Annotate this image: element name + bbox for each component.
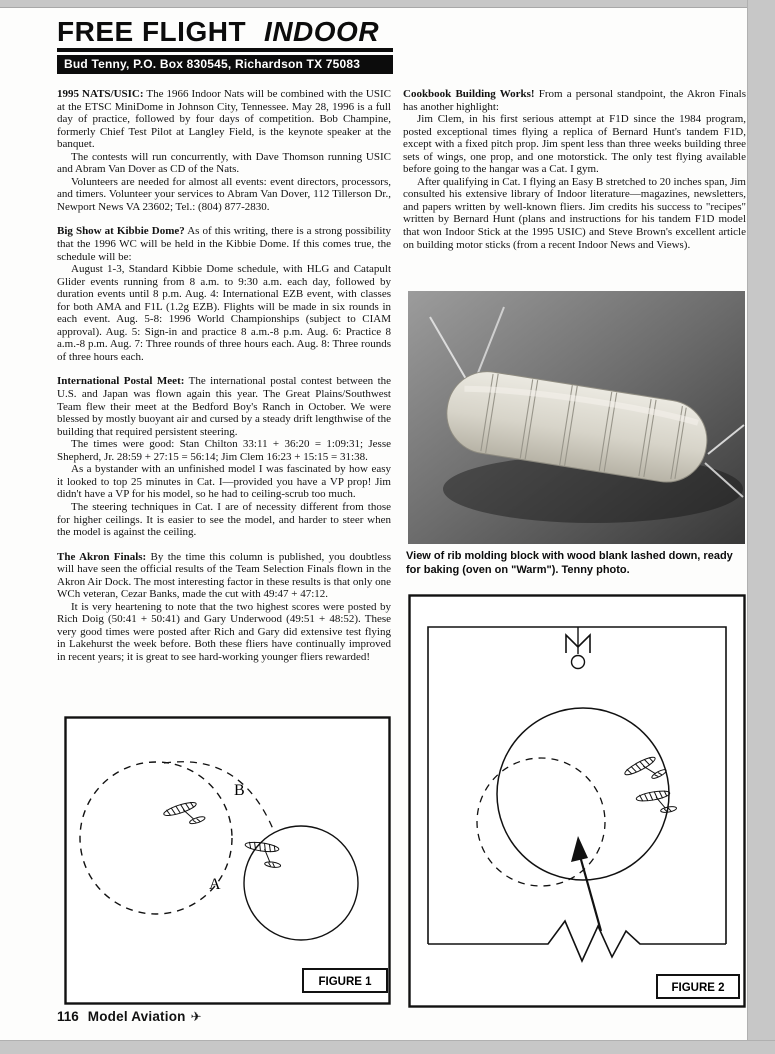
right-column	[403, 88, 746, 290]
author-byline-bar	[57, 55, 393, 74]
section-heading: Cookbook Building Works!	[403, 88, 535, 100]
section-heading: The Akron Finals:	[57, 550, 147, 563]
section-intro: As of this writing, there is a strong possibility that the 1996 WC will be held in the Kibbie Dome. If this comes true, the schedule will be:	[57, 225, 391, 263]
article-section-nats	[57, 88, 391, 213]
magazine-name: Model Aviation	[87, 1009, 186, 1024]
airplane-icon: ✈	[190, 1009, 202, 1024]
left-column	[57, 88, 391, 716]
page-title	[57, 17, 393, 47]
article-section-akron-finals	[57, 551, 391, 664]
column-title-accent: INDOOR	[264, 16, 380, 47]
article-section-kibbie-dome	[57, 225, 391, 363]
author-byline: Bud Tenny, P.O. Box 830545, Richardson TX 75083	[64, 57, 361, 71]
paragraph: Volunteers are needed for almost all events: event directors, processors, and timers. Volunteer your services to Abram Van Dover, 112 Tillerson Dr., Newport News VA 23602; Tel.: (804) 877-2830.	[57, 175, 391, 213]
column-masthead	[57, 17, 393, 74]
paragraph	[57, 225, 391, 263]
page-footer	[57, 1009, 202, 1025]
paragraph: The times were good: Stan Chilton 33:11 + 36:20 = 1:09:31; Jesse Shepherd, Jr. 28:59 + 27:15 = 56:14; Jim Clem 16:23 + 15:15 = 31:38.	[57, 438, 391, 463]
section-heading: 1995 NATS/USIC:	[57, 88, 144, 100]
figure-border	[410, 596, 745, 1007]
photo-caption: View of rib molding block with wood blank lashed down, ready for baking (oven on "Warm"). Tenny photo.	[406, 550, 733, 576]
section-intro: The 1966 Indoor Nats will be combined with the USIC at the ETSC MiniDome in Johnson City, Tennessee. May 28, 1996 is a full day of practice, followed by four days of competition. Bob Champine, formerly Chief Test Pilot at Langley Field, is the keynote speaker at the banquet.	[57, 88, 391, 151]
section-intro: The international postal contest between the U.S. and Japan was flown again this year. The Great Plains/Southwest Team flew their meet at the Bedford Boy's Ranch in October. We were blessed by mostly buoyant air and cursed by a steady drift lengthwise of the building that required persistent steering.	[57, 375, 391, 438]
scan-edge-right	[747, 0, 775, 1054]
column-title: FREE FLIGHT	[57, 16, 247, 47]
paragraph: It is very heartening to note that the two highest scores were posted by Rich Doig (50:41 + 50:41) and Gary Underwood (49:51 + 48:52). These very good times were posted after Rich and Gary did extensive test flying in Lakehurst the week before. Both these fliers have continually improved in recent years; it is great to see hard-working younger fliers rewarded!	[57, 600, 391, 663]
paragraph: As a bystander with an unfinished model I was fascinated by how easy it looked to top 25 minutes in Cat. I—provided you have a VP prop! Jim didn't have a VP for his model, so he had to ceiling-scrub too much.	[57, 463, 391, 501]
section-heading: International Postal Meet:	[57, 375, 185, 388]
article-section-postal-meet	[57, 375, 391, 538]
article-section-cookbook	[403, 88, 746, 251]
page-number: 116	[57, 1009, 79, 1024]
section-heading: Big Show at Kibbie Dome?	[57, 225, 185, 238]
paragraph: Jim Clem, in his first serious attempt at F1D since the 1984 program, posted exceptional times flying a replica of Bernard Hunt's tandem F1D, except with a fixed pitch prop. Jim spent less than three weeks building three sets of wings, one prop, and one motorstick. The only test flying available before going to the hangar was a Cat. I gym.	[403, 113, 746, 176]
figure-1-diagram	[64, 716, 391, 1005]
figure-border	[66, 718, 390, 1004]
figure-label: FIGURE 1	[318, 976, 372, 988]
figure-2-diagram	[408, 594, 746, 1008]
paragraph: August 1-3, Standard Kibbie Dome schedule, with HLG and Catapult Glider events running from 8 a.m. to 9:30 a.m. each day, followed by duration events until 8 p.m. Aug. 4: International EZB event, with classes for both AMA and F1L (1.2g EZB). Flights will be made in six rounds in each event. Aug. 5-8: 1996 World Championships (subject to CIAM approval). Aug. 5: Sign-in and practice 8 a.m.-8 p.m. Aug. 6: Practice 8 a.m.-8 p.m. Aug. 7: Three rounds of three hours each. Aug. 8: Three rounds of three hours each.	[57, 263, 391, 363]
paragraph	[57, 88, 391, 151]
figure-label: FIGURE 2	[671, 982, 725, 994]
paragraph	[57, 551, 391, 601]
photo-rib-molding-block	[408, 291, 745, 544]
section-intro: By the time this column is published, you doubtless will have seen the official results of the Team Selection Finals flown in the Akron Air Dock. The most interesting factor in these results is that only one WCh veteran, Cezar Banks, made the cut with 49:47 + 47:12.	[57, 550, 391, 601]
paragraph	[57, 375, 391, 438]
scan-edge-bottom	[0, 1040, 775, 1054]
paragraph: The steering techniques in Cat. I are of necessity different from those for higher ceilings. It is easier to see the model, and harder to steer when the model is against the ceiling.	[57, 500, 391, 539]
section-intro: From a personal standpoint, the Akron Finals has another highlight:	[403, 88, 746, 113]
scan-edge-top	[0, 0, 775, 8]
paragraph: After qualifying in Cat. I flying an Easy B stretched to 20 inches span, Jim consulted his extensive library of Indoor literature—magazines, newsletters, and papers written by well-known fliers. Jim credits his success to "recipes" written by Bernard Hunt (plans and instructions for his tandem F1D model that won Indoor Stick at the 1995 USIC) and Steve Brown's excellent article on building motor sticks (from a recent Indoor News and Views).	[403, 175, 746, 251]
paragraph: The contests will run concurrently, with Dave Thomson running USIC and Abram Van Dover as CD of the Nats.	[57, 150, 391, 176]
point-label-a: A	[209, 876, 221, 893]
point-label-b: B	[234, 782, 245, 799]
title-rule	[57, 48, 393, 52]
paragraph	[403, 88, 746, 113]
